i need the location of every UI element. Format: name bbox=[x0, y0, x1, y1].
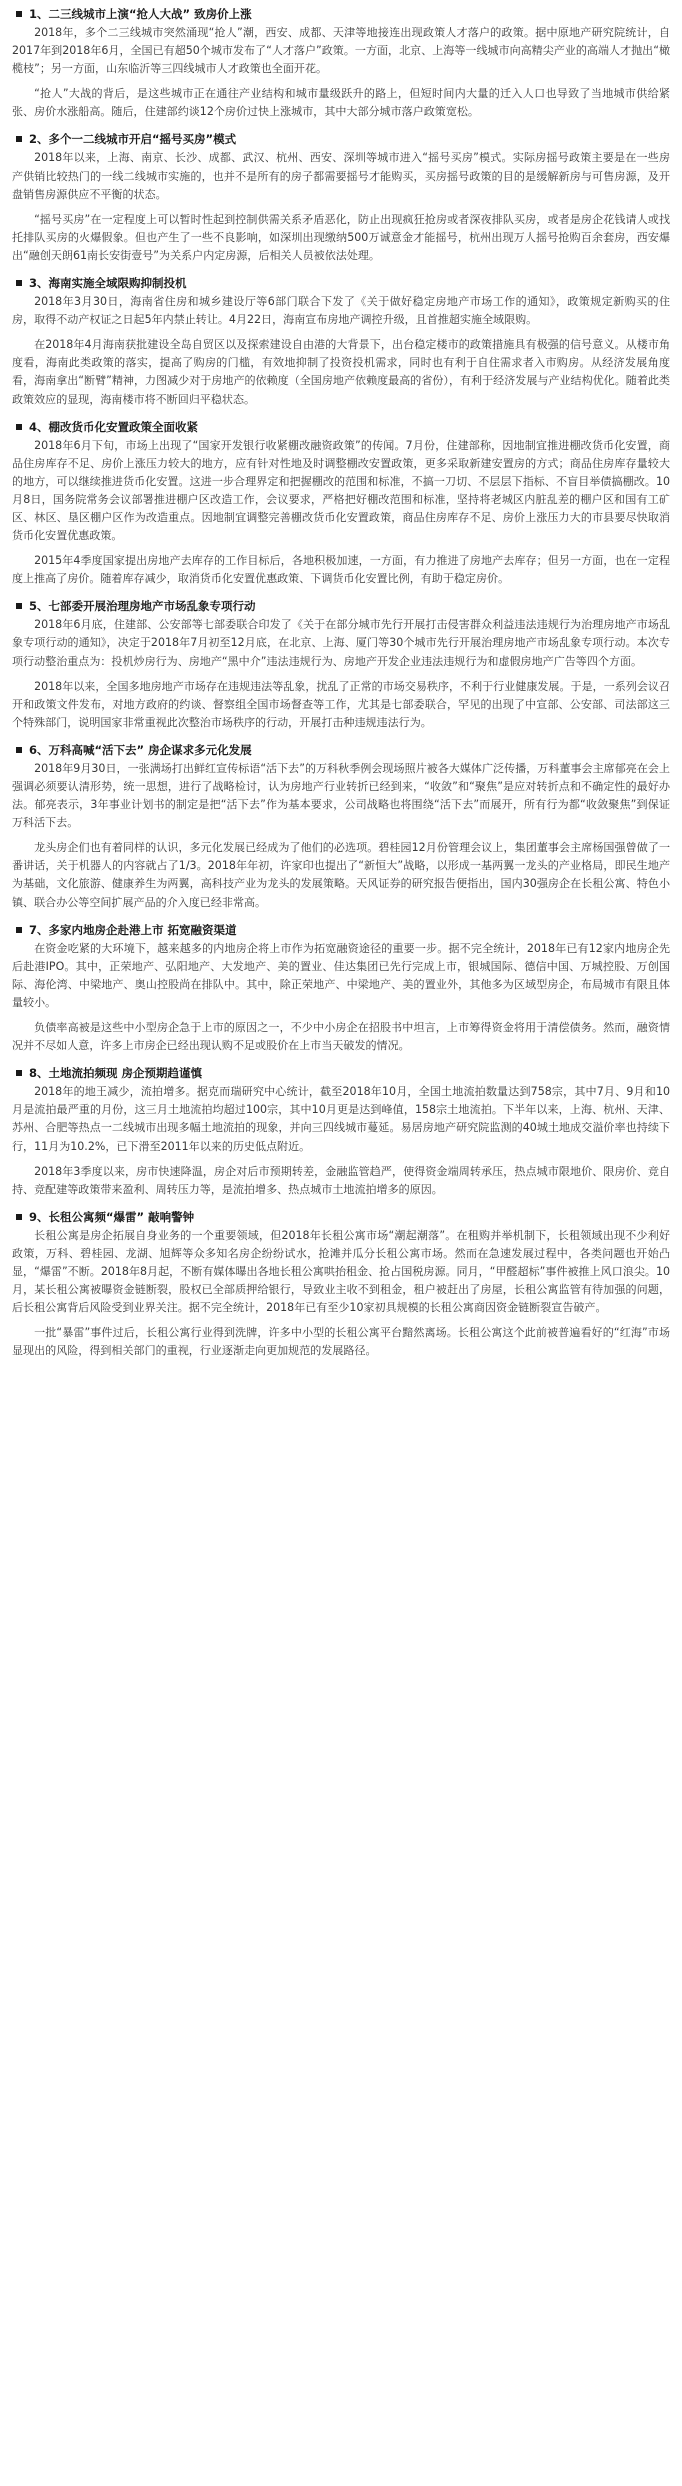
section-title: 4、棚改货币化安置政策全面收紧 bbox=[29, 419, 198, 434]
paragraph: 长租公寓是房企拓展自身业务的一个重要领域，但2018年长租公寓市场“潮起潮落”。在租购并举机制下，长租领域出现不少利好政策，万科、碧桂园、龙湖、旭辉等众多知名房企纷纷试水，抢滩并瓜分长租公寓市场。然而在急速发展过程中，各类问题也开始凸显，“爆雷”不断。2018年8月起，不断有媒体曝出各地长租公寓哄抬租金、抢占国税房源。同月，“甲醛超标”事件被推上风口浪尖。10月，某长租公寓被曝资金链断裂，股权已全部质押给银行，导致业主收不到租金，租户被赶出了房屋，长租公寓监管有待加强的问题，后长租公寓背后风险受到业界关注。据不完全统计，2018年已有至少10家初具规模的长租公寓商因资金链断裂宣告破产。 bbox=[12, 1228, 670, 1315]
section-title: 9、长租公寓频“爆雷” 敲响警钟 bbox=[29, 1209, 195, 1224]
paragraph: “摇号买房”在一定程度上可以暂时性起到控制供需关系矛盾恶化，防止出现疯狂抢房或者深夜排队买房，或者是房企花钱请人或找托排队买房的火爆假象。但也产生了一些不良影响，如深圳出现缴纳500万诚意金才能摇号，杭州出现万人摇号抢购百余套房，西安爆出“融创天朗61南长安街壹号”为关系户内定房源，后相关人员被依法处理。 bbox=[12, 212, 670, 262]
section-heading bbox=[12, 272, 670, 293]
paragraph: 2018年3季度以来，房市快速降温，房企对后市预期转差，金融监管趋严，使得资金端周转承压，热点城市限地价、限房价、竞自持、竞配建等政策带来盈利、周转压力等，是流拍增多、热点城市土地流拍增多的原因。 bbox=[12, 1164, 670, 1196]
paragraph: “抢人”大战的背后，是这些城市正在通往产业结构和城市量级跃升的路上，但短时间内大量的迁入人口也导致了当地城市供给紧张、房价水涨船高。随后，住建部约谈12个房价过快上涨城市，其中大部分城市落户政策宽松。 bbox=[12, 87, 670, 119]
section-5 bbox=[12, 595, 670, 732]
bullet-square-icon bbox=[16, 927, 22, 933]
paragraph: 在资金吃紧的大环境下，越来越多的内地房企将上市作为拓宽融资途径的重要一步。据不完全统计，2018年已有12家内地房企先后赴港IPO。其中，正荣地产、弘阳地产、大发地产、美的置业、佳达集团已先行完成上市，银城国际、德信中国、万城控股、万创国际、海伦湾、中梁地产、奥山控股尚在排队中。其中，除正荣地产、中梁地产、美的置业外，其他多为区域型房企，布局城市有限且体量较小。 bbox=[12, 941, 670, 1009]
paragraph: 2018年，多个二三线城市突然涌现“抢人”潮，西安、成都、天津等地接连出现政策人才落户的政策。据中原地产研究院统计，自2017年到2018年6月，全国已有超50个城市发布了“人才落户”政策。一方面，北京、上海等一线城市向高精尖产业的高端人才抛出“橄榄枝”；另一方面，山东临沂等三四线城市人才政策也全面开花。 bbox=[12, 26, 670, 76]
bullet-square-icon bbox=[16, 747, 22, 753]
paragraph: 2018年6月底，住建部、公安部等七部委联合印发了《关于在部分城市先行开展打击侵害群众利益违法违规行为治理房地产市场乱象专项行动的通知》，决定于2018年7月初至12月底，在北京、上海、厦门等30个城市先行开展治理房地产市场乱象专项行动。本次专项行动整治重点为：投机炒房行为、房地产“黑中介”违法违规行为、房地产开发企业违法违规行为和虚假房地产广告等四个方面。 bbox=[12, 618, 670, 668]
section-7 bbox=[12, 919, 670, 1056]
section-heading bbox=[12, 595, 670, 616]
paragraph: 在2018年4月海南获批建设全岛自贸区以及探索建设自由港的大背景下，出台稳定楼市的政策措施具有极强的信号意义。从楼市角度看，海南此类政策的落实，提高了购房的门槛，有效地抑制了投资投机需求，同时也有利于自住需求者入市购房。从经济发展角度看，海南拿出“断臂”精神，力图减少对于房地产的依赖度（全国房地产依赖度最高的省份），有利于经济发展与产业结构优化。随着此类政策效应的显现，海南楼市将不断回归平稳状态。 bbox=[12, 338, 670, 406]
bullet-square-icon bbox=[16, 11, 22, 17]
section-heading bbox=[12, 919, 670, 940]
section-heading bbox=[12, 1206, 670, 1227]
bullet-square-icon bbox=[16, 424, 22, 430]
paragraph: 2018年以来，全国多地房地产市场存在违规违法等乱象，扰乱了正常的市场交易秩序，不利于行业健康发展。于是，一系列会议召开和政策文件发布，对地方政府的约谈、督察组全国市场督查等工作，尤其是七部委联合，罕见的出现了中宣部、公安部、司法部这三个特殊部门，说明国家非常重视此次整治市场秩序的行动，开展打击种违规违法行为。 bbox=[12, 679, 670, 729]
section-3 bbox=[12, 272, 670, 409]
paragraph: 一批“暴雷”事件过后，长租公寓行业得到洗牌，许多中小型的长租公寓平台黯然离场。长租公寓这个此前被普遍看好的“红海”市场显现出的风险，得到相关部门的重视，行业逐渐走向更加规范的发展路径。 bbox=[12, 1326, 670, 1358]
section-title: 5、七部委开展治理房地产市场乱象专项行动 bbox=[29, 599, 256, 614]
section-2 bbox=[12, 128, 670, 265]
section-4 bbox=[12, 416, 670, 589]
bullet-square-icon bbox=[16, 603, 22, 609]
section-title: 6、万科高喊“活下去” 房企谋求多元化发展 bbox=[29, 742, 252, 757]
section-title: 3、海南实施全域限购抑制投机 bbox=[29, 276, 187, 291]
paragraph: 2018年以来，上海、南京、长沙、成都、武汉、杭州、西安、深圳等城市进入“摇号买房”模式。实际房摇号政策主要是在一些房产供销比较热门的一线二线城市实施的，也并不是所有的房子都需要摇号才能购买，买房摇号政策的目的是缓解新房与可售房源，及开盘销售房源供应不平衡的状态。 bbox=[12, 151, 670, 201]
paragraph: 2015年4季度国家提出房地产去库存的工作目标后，各地积极加速，一方面，有力推进了房地产去库存；但另一方面，也在一定程度上推高了房价。随着库存减少，取消货币化安置优惠政策、下调货币化安置比例，有助于稳定房价。 bbox=[12, 554, 670, 586]
section-title: 8、土地流拍频现 房企预期趋谨慎 bbox=[29, 1066, 203, 1081]
bullet-square-icon bbox=[16, 280, 22, 286]
paragraph: 2018年的地王减少，流拍增多。据克而瑞研究中心统计，截至2018年10月，全国土地流拍数量达到758宗，其中7月、9月和10月是流拍最严重的月份，这三月土地流拍均超过100宗，其中10月更是达到峰值，158宗土地流拍。下半年以来，上海、杭州、天津、苏州、合肥等热点一二线城市出现多幅土地流拍的现象，并向三四线城市蔓延。易居房地产研究院监测的40城土地成交溢价率也持续下行，11月为10.2%，已下滑至2011年以来的历史低点附近。 bbox=[12, 1085, 670, 1153]
section-heading bbox=[12, 416, 670, 437]
section-title: 2、多个一二线城市开启“摇号买房”模式 bbox=[29, 132, 237, 147]
section-heading bbox=[12, 739, 670, 760]
paragraph: 龙头房企们也有着同样的认识，多元化发展已经成为了他们的必选项。碧桂园12月份管理会议上，集团董事会主席杨国强曾做了一番讲话，关于机器人的内容就占了1/3。2018年年初，许家印也提出了“新恒大”战略，以形成一基两翼一龙头的产业格局，即民生地产为基础，文化旅游、健康养生为两翼，高科技产业为龙头的发展策略。天风证券的研究报告便指出，国内30强房企在长租公寓、特色小镇、联合办公等空间扩展产品的介入度已经非常高。 bbox=[12, 841, 670, 909]
section-9 bbox=[12, 1206, 670, 1361]
bullet-square-icon bbox=[16, 1214, 22, 1220]
section-heading bbox=[12, 3, 670, 24]
section-heading bbox=[12, 128, 670, 149]
bullet-square-icon bbox=[16, 1070, 22, 1076]
paragraph: 负债率高被是这些中小型房企急于上市的原因之一，不少中小房企在招股书中坦言，上市筹得资金将用于清偿债务。然而，融资情况并不尽如人意，许多上市房企已经出现认购不足或股价在上市当天破发的情况。 bbox=[12, 1021, 670, 1053]
section-heading bbox=[12, 1062, 670, 1083]
bullet-square-icon bbox=[16, 136, 22, 142]
section-8 bbox=[12, 1062, 670, 1199]
paragraph: 2018年3月30日，海南省住房和城乡建设厅等6部门联合下发了《关于做好稳定房地产市场工作的通知》，政策规定新购买的住房，取得不动产权证之日起5年内禁止转让。4月22日，海南宣布房地产调控升级，且首推超实施全域限购。 bbox=[12, 295, 670, 327]
section-title: 1、二三线城市上演“抢人大战” 致房价上涨 bbox=[29, 7, 252, 21]
section-1 bbox=[12, 3, 670, 121]
paragraph: 2018年9月30日，一张满场打出鲜红宣传标语“活下去”的万科秋季例会现场照片被各大媒体广泛传播，万科董事会主席郁亮在会上强调必须要认清形势，统一思想，进行了战略检讨，认为房地产行业转折已经到来，“收敛”和“聚焦”是应对转折点和不确定性的最好办法。郁亮表示，3年事业计划书的制定是把“活下去”作为基本要求，公司战略也将围绕“活下去”而展开，所有行为都“收敛聚焦”到保证万科活下去。 bbox=[12, 761, 670, 830]
section-6 bbox=[12, 739, 670, 912]
section-title: 7、多家内地房企赴港上市 拓宽融资渠道 bbox=[29, 922, 237, 937]
paragraph: 2018年6月下旬，市场上出现了“国家开发银行收紧棚改融资政策”的传闻。7月份，住建部称，因地制宜推进棚改货币化安置，商品住房库存不足、房价上涨压力较大的地方，应有针对性地及时调整棚改安置政策，更多采取新建安置房的方式；商品住房库存量较大的地方，可以继续推进货币化安置。这进一步合理界定和把握棚改的范围和标准，不搞一刀切、不层层下指标、不盲目举债搞棚改。10月8日，国务院常务会议部署推进棚户区改造工作，会议要求，严格把好棚改范围和标准，坚持将老城区内脏乱差的棚户区和国有工矿区、林区、垦区棚户区作为改造重点。因地制宜调整完善棚改货币化安置政策，商品住房库存不足、房价上涨压力大的市县要尽快取消货币化安置优惠政策。 bbox=[12, 438, 670, 543]
